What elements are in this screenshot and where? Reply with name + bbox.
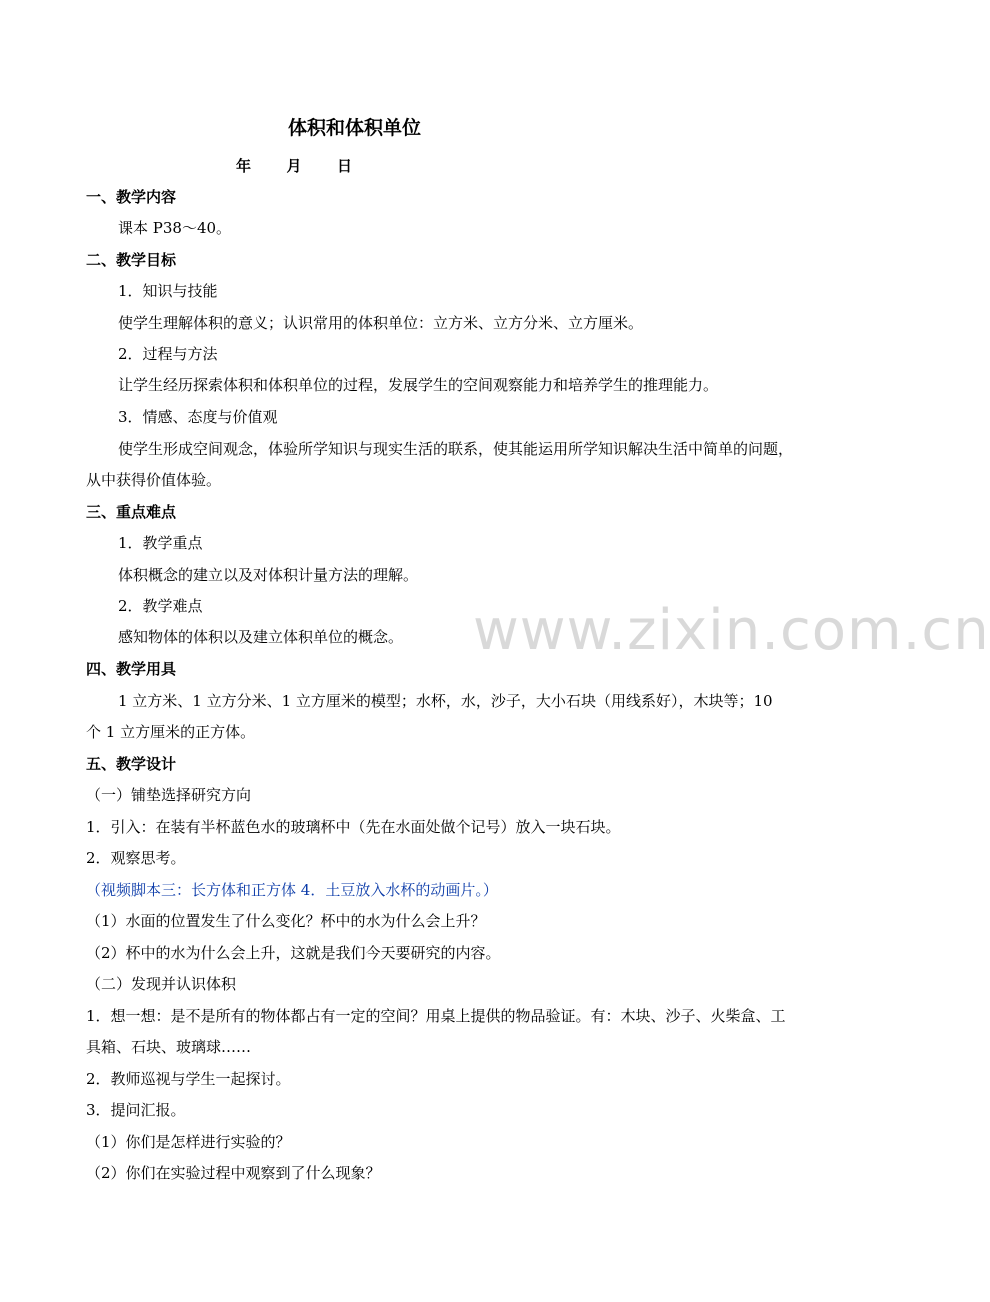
design-line: 1．引入：在装有半杯蓝色水的玻璃杯中（先在水面处做个记号）放入一块石块。 (86, 818, 621, 836)
objective-text: 使学生理解体积的意义；认识常用的体积单位：立方米、立方分米、立方厘米。 (118, 314, 644, 332)
design-line: 3．提问汇报。 (86, 1101, 186, 1119)
design-line: 具箱、石块、玻璃球…… (86, 1038, 252, 1056)
design-line: （二）发现并认识体积 (86, 975, 237, 993)
section-heading-content: 一、教学内容 (86, 188, 177, 206)
section-heading-design: 五、教学设计 (86, 755, 177, 773)
key-point-label: 1．教学重点 (118, 534, 203, 552)
objective-text: 让学生经历探索体积和体积单位的过程，发展学生的空间观察能力和培养学生的推理能力。 (118, 376, 719, 394)
key-point-label: 2．教学难点 (118, 597, 203, 615)
video-script-note: （视频脚本三：长方体和正方体 4．土豆放入水杯的动画片。） (86, 881, 498, 899)
section-text: 课本 P38～40。 (118, 219, 232, 237)
design-line: （一）铺垫选择研究方向 (86, 786, 252, 804)
design-line: （2）你们在实验过程中观察到了什么现象？ (86, 1164, 381, 1182)
design-line: （1）水面的位置发生了什么变化？杯中的水为什么会上升？ (86, 912, 486, 930)
design-line: 2．教师巡视与学生一起探讨。 (86, 1070, 291, 1088)
section-heading-objectives: 二、教学目标 (86, 251, 177, 269)
design-line: 2．观察思考。 (86, 849, 186, 867)
tools-text: 1 立方米、1 立方分米、1 立方厘米的模型；水杯，水，沙子，大小石块（用线系好），木块等；10 (118, 692, 773, 710)
objective-text: 使学生形成空间观念，体验所学知识与现实生活的联系，使其能运用所学知识解决生活中简单的问题， (118, 440, 794, 458)
section-heading-key-points: 三、重点难点 (86, 503, 177, 521)
objective-text-continued: 从中获得价值体验。 (86, 471, 222, 489)
date-year: 年 (236, 157, 253, 175)
date-line (236, 156, 353, 176)
key-point-text: 体积概念的建立以及对体积计量方法的理解。 (118, 566, 419, 584)
watermark: www.zixin.com.cn (473, 598, 990, 663)
section-heading-tools: 四、教学用具 (86, 660, 177, 678)
objective-label: 1．知识与技能 (118, 282, 218, 300)
tools-text-continued: 个 1 立方厘米的正方体。 (86, 723, 256, 741)
design-line: （1）你们是怎样进行实验的？ (86, 1133, 291, 1151)
date-month: 月 (286, 157, 303, 175)
design-line: 1．想一想：是不是所有的物体都占有一定的空间？用桌上提供的物品验证。有：木块、沙子、火柴盒、工 (86, 1007, 786, 1025)
date-day: 日 (336, 157, 353, 175)
document-title: 体积和体积单位 (288, 117, 422, 139)
objective-label: 2．过程与方法 (118, 345, 218, 363)
key-point-text: 感知物体的体积以及建立体积单位的概念。 (118, 628, 404, 646)
design-line: （2）杯中的水为什么会上升，这就是我们今天要研究的内容。 (86, 944, 501, 962)
objective-label: 3．情感、态度与价值观 (118, 408, 278, 426)
